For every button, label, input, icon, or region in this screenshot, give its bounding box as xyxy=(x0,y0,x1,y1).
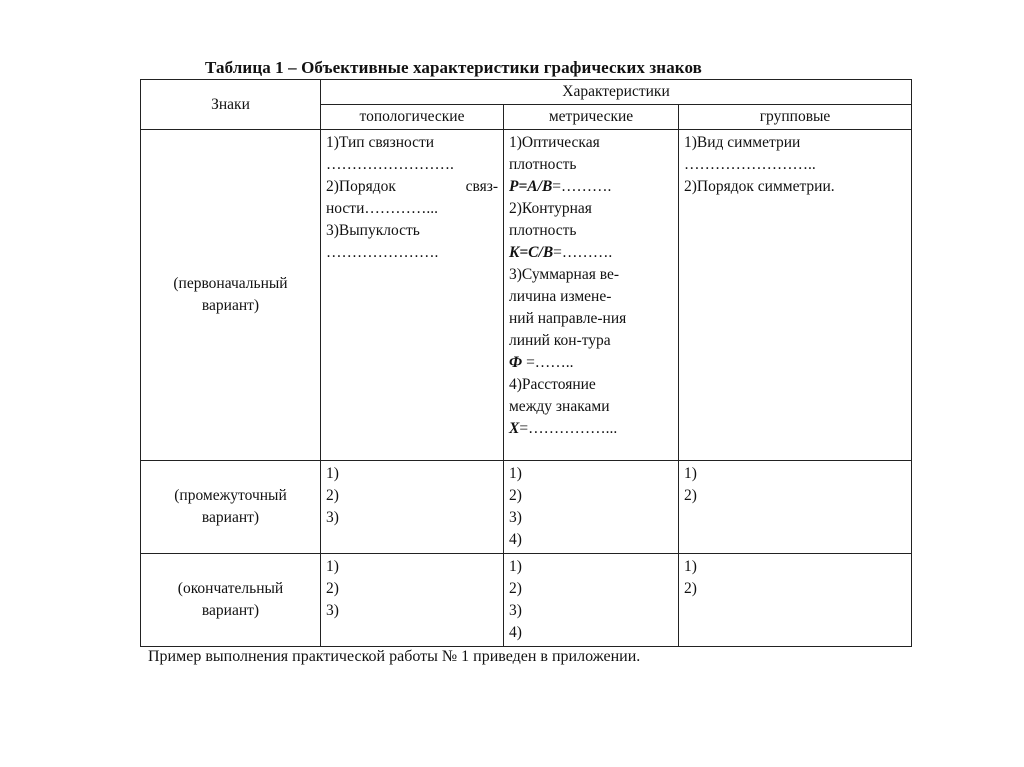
topological-cell-final xyxy=(321,554,504,647)
list-item: 3) xyxy=(326,509,339,526)
list-item: 4) xyxy=(509,624,522,641)
text-fragment: связ- xyxy=(465,178,498,195)
list-item: 2) xyxy=(684,580,697,597)
formula-value: =………. xyxy=(553,244,613,261)
list-item: 3) xyxy=(509,509,522,526)
stage-label-line1: (первоначальный xyxy=(173,275,288,292)
footer-note: Пример выполнения практической работы № 1 приведен в приложении. xyxy=(148,648,641,665)
table-row-intermediate xyxy=(141,461,912,554)
text-line: 1)Тип связности xyxy=(326,134,435,151)
formula-value: =…….. xyxy=(522,354,574,371)
stage-cell-final xyxy=(141,554,321,647)
header-group: групповые xyxy=(679,105,912,130)
list-item: 2) xyxy=(326,487,339,504)
formula-line xyxy=(509,176,673,198)
header-signs: Знаки xyxy=(141,80,321,130)
header-topological: топологические xyxy=(321,105,504,130)
stage-label-line2: вариант) xyxy=(201,297,260,314)
list-item: 3) xyxy=(326,602,339,619)
list-item: 1) xyxy=(326,465,339,482)
characteristics-table xyxy=(140,79,912,647)
list-item: 2) xyxy=(684,487,697,504)
stage-label-line1: (окончательный xyxy=(177,580,284,597)
group-cell-final xyxy=(679,554,912,647)
formula: X xyxy=(509,420,520,437)
formula-line xyxy=(509,242,673,264)
group-cell-intermediate xyxy=(679,461,912,554)
formula: K=C/B xyxy=(509,244,554,261)
text-line: 2)Порядок симметрии. xyxy=(684,178,835,195)
text-line: 1)Вид симметрии xyxy=(684,134,801,151)
list-item: 1) xyxy=(509,465,522,482)
list-item: 2) xyxy=(326,580,339,597)
stage-label-line2: вариант) xyxy=(201,509,260,526)
header-characteristics: Характеристики xyxy=(321,80,912,105)
text-line: 3)Суммарная ве- xyxy=(509,266,619,283)
formula-line xyxy=(509,418,673,440)
text-line: линий кон-тура xyxy=(509,332,611,349)
stage-label-line1: (промежуточный xyxy=(174,487,287,504)
text-line: ний направле-ния xyxy=(509,310,627,327)
text-line: …………………. xyxy=(326,244,439,261)
list-item: 4) xyxy=(509,531,522,548)
topological-cell-intermediate xyxy=(321,461,504,554)
metric-cell-intermediate xyxy=(504,461,679,554)
text-line: ……………………. xyxy=(326,156,454,173)
text-line: 1)Оптическая xyxy=(509,134,600,151)
stage-cell-intermediate xyxy=(141,461,321,554)
formula-value: =………. xyxy=(552,178,612,195)
text-line: плотность xyxy=(509,156,577,173)
metric-cell-final xyxy=(504,554,679,647)
metric-cell-initial xyxy=(504,130,679,461)
list-item: 1) xyxy=(684,558,697,575)
text-fragment: 2)Порядок xyxy=(326,178,396,195)
formula-value: =……………... xyxy=(519,420,618,437)
table-title: Таблица 1 – Объективные характеристики графических знаков xyxy=(205,58,702,77)
formula-line xyxy=(509,352,673,374)
stage-label-line2: вариант) xyxy=(201,602,260,619)
text-line: 2)Контурная xyxy=(509,200,592,217)
list-item: 1) xyxy=(509,558,522,575)
list-item: 2) xyxy=(509,580,522,597)
topological-cell-initial xyxy=(321,130,504,461)
text-line: …………………….. xyxy=(684,156,816,173)
text-line: ности…………... xyxy=(326,200,439,217)
text-line: 4)Расстояние xyxy=(509,376,596,393)
formula: Ф xyxy=(509,354,523,371)
table-row-initial xyxy=(141,130,912,461)
stage-cell-initial xyxy=(141,130,321,461)
list-item: 2) xyxy=(509,487,522,504)
text-line: 3)Выпуклость xyxy=(326,222,420,239)
text-line: между знаками xyxy=(509,398,610,415)
text-line: личина измене- xyxy=(509,288,612,305)
text-line: плотность xyxy=(509,222,577,239)
table-row-final xyxy=(141,554,912,647)
list-item: 1) xyxy=(684,465,697,482)
text-line-justified xyxy=(326,176,498,198)
group-cell-initial xyxy=(679,130,912,461)
list-item: 3) xyxy=(509,602,522,619)
header-metric: метрические xyxy=(504,105,679,130)
formula: P=A/B xyxy=(509,178,553,195)
list-item: 1) xyxy=(326,558,339,575)
